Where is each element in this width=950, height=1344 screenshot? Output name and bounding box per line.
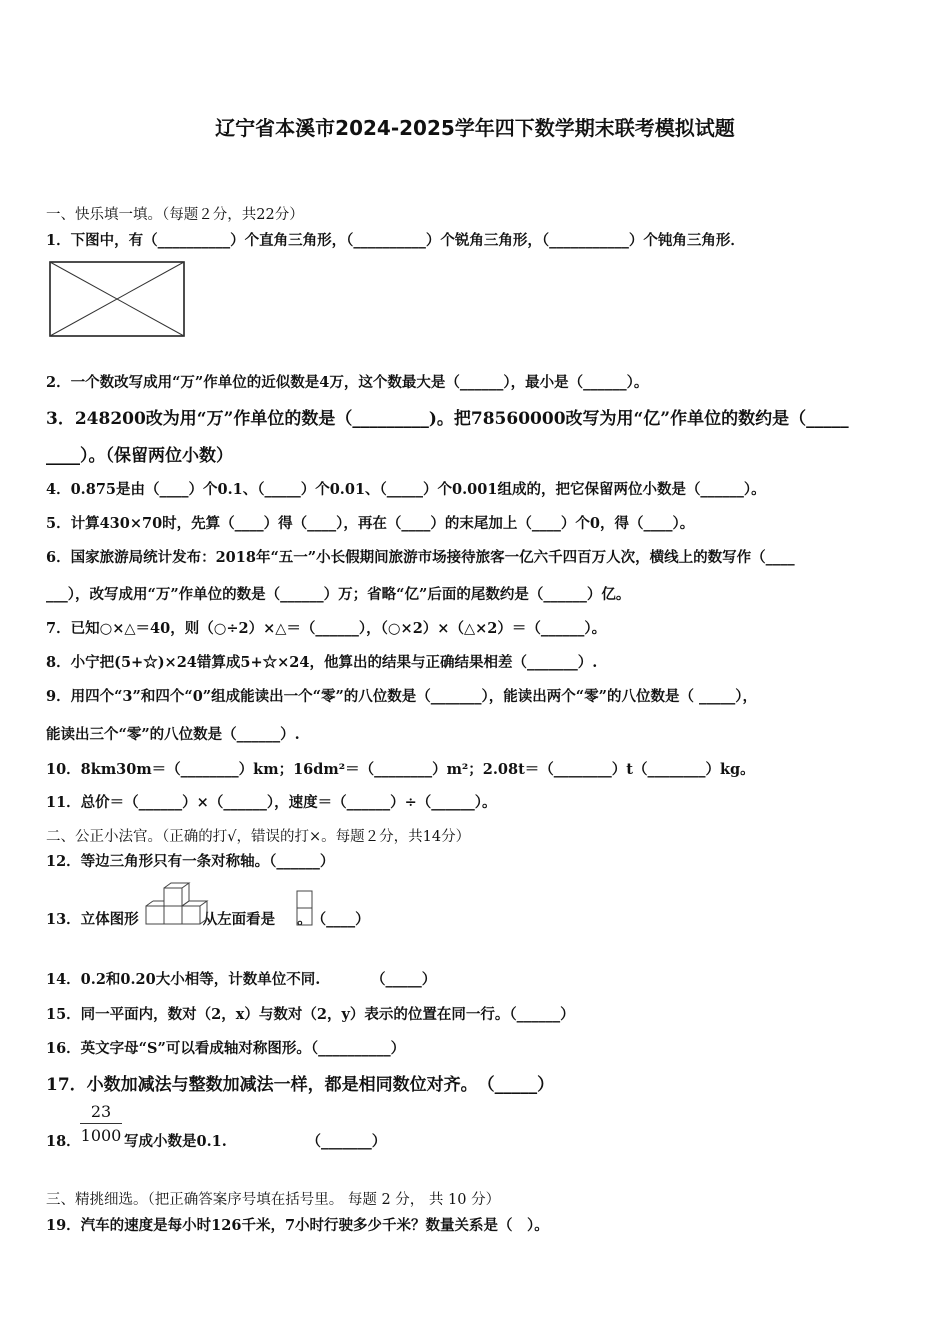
question-13-prefix: 13．立体图形 [46, 911, 139, 928]
question-5: 5．计算430×70时，先算（____）得（____），再在（____）的末尾加上（____）个0，得（____）。 [46, 515, 695, 532]
question-3-line-1: 3．248200改为用“万”作单位的数是（_________)。把78560000改写为用“亿”作单位的数约是（_____ [46, 409, 849, 429]
question-11: 11．总价＝（______）×（______），速度＝（______）÷（______）。 [46, 794, 497, 811]
question-2: 2．一个数改写成用“万”作单位的近似数是4万，这个数最大是（______），最小是（______）。 [46, 374, 649, 391]
question-13-middle: 从左面看是 [202, 911, 276, 928]
question-18-text: 写成小数是0.1. （_______） [124, 1133, 387, 1150]
question-1: 1．下图中，有（__________）个直角三角形，（__________）个锐角三角形，（___________）个钝角三角形． [46, 232, 745, 249]
page-title: 辽宁省本溪市2024-2025学年四下数学期末联考模拟试题 [215, 116, 735, 140]
fraction-numerator: 23 [80, 1102, 122, 1124]
question-6-line-2: ___），改写成用“万”作单位的数是（______）万；省略“亿”后面的尾数约是（______）亿。 [46, 586, 631, 603]
question-12: 12．等边三角形只有一条对称轴。（______） [46, 853, 335, 870]
section-1-heading: 一、快乐填一填。（每题２分，共22分） [46, 207, 304, 223]
question-3-line-2: ____）。（保留两位小数） [46, 446, 233, 466]
fraction [80, 1102, 122, 1145]
question-6-line-1: 6．国家旅游局统计发布：2018年“五一”小长假期间旅游市场接待旅客一亿六千四百万人次，横线上的数写作（____ [46, 549, 795, 566]
question-9-line-2: 能读出三个“零”的八位数是（______）. [46, 726, 300, 743]
rectangle-diagonals-figure [48, 260, 186, 338]
question-14: 14．0.2和0.20大小相等，计数单位不同. （_____） [46, 971, 437, 988]
question-4: 4．0.875是由（____）个0.1、（_____）个0.01、（_____）个0.001组成的，把它保留两位小数是（______）。 [46, 481, 766, 498]
question-19: 19．汽车的速度是每小时126千米，7小时行驶多少千米？数量关系是（ ）。 [46, 1217, 549, 1234]
fraction-denominator: 1000 [80, 1126, 122, 1145]
section-3-heading: 三、精挑细选。（把正确答案序号填在括号里。 每题 2 分， 共 10 分） [46, 1192, 501, 1208]
question-7: 7．已知○×△＝40，则（○÷2）×△＝（______），（○×2）×（△×2）＝（______）。 [46, 620, 607, 637]
question-15: 15．同一平面内，数对（2，x）与数对（2，y）表示的位置在同一行。（______） [46, 1006, 575, 1023]
left-view-figure [296, 890, 314, 928]
cube-solid-figure [144, 882, 210, 928]
question-8: 8．小宁把(5+☆)×24错算成5+☆×24，他算出的结果与正确结果相差（_______）. [46, 654, 598, 671]
question-9-line-1: 9．用四个“3”和四个“0”组成能读出一个“零”的八位数是（_______），能读出两个“零”的八位数是（ _____）， [46, 688, 758, 705]
question-13-suffix: 。 （____） [297, 911, 370, 928]
question-10: 10．8km30m＝（________）km；16dm²＝（________）m²；2.08t＝（________）t（________）kg。 [46, 761, 755, 778]
question-18-label: 18． [46, 1133, 81, 1150]
question-17: 17．小数加减法与整数加减法一样，都是相同数位对齐。 （_____） [46, 1075, 555, 1095]
question-16: 16．英文字母“S”可以看成轴对称图形。（__________） [46, 1040, 406, 1057]
section-2-heading: 二、公正小法官。（正确的打√，错误的打×。每题２分，共14分） [46, 829, 471, 845]
